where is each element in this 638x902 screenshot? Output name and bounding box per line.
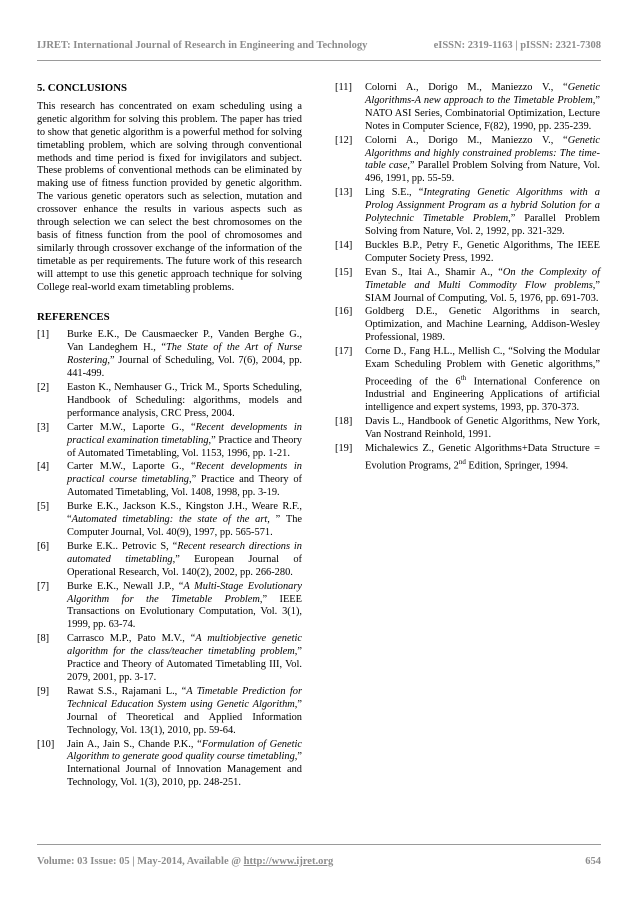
reference-authors: Evan S., Itai A., Shamir A., “ xyxy=(365,266,503,278)
reference-authors: Easton K., Nemhauser G., Trick M., Sports Scheduling, Handbook of Scheduling: algorithms, models and performance analysis, CRC Press, 2004. xyxy=(67,382,302,419)
reference-title: Recent developments in practical course timetabling xyxy=(67,461,303,486)
reference-number: [13] xyxy=(335,187,353,199)
reference-item xyxy=(37,581,302,633)
reference-item xyxy=(37,739,302,791)
reference-text xyxy=(365,267,600,306)
reference-source: ,” IEEE Transactions on Evolutionary Computation, Vol. 3(1), 1999, pp. 63-74. xyxy=(67,593,303,631)
reference-number: [16] xyxy=(335,306,353,318)
reference-text xyxy=(365,187,600,239)
reference-authors: Colorni A., Dorigo M., Maniezzo V., “ xyxy=(365,134,568,146)
reference-item xyxy=(37,541,302,580)
reference-authors: Rawat S.S., Rajamani L., “ xyxy=(67,685,187,697)
reference-number: [11] xyxy=(335,82,352,93)
reference-title: A Multi-Stage Evolutionary Algorithm for the Timetable Problem xyxy=(67,580,302,605)
journal-title: IJRET: International Journal of Research in Engineering and Technology xyxy=(37,40,368,51)
issn-info: eISSN: 2319-1163 | pISSN: 2321-7308 xyxy=(433,40,601,51)
conclusions-text: This research has concentrated on exam scheduling using a genetic algorithm for solving this problem. The paper has tried to show that genetic algorithm is a powerful method for solving timetabling problem, which are solving through conventional methods and time period is fixed for invigilators and subject. These problems of conventional methods can be eliminated by making use of fitness function provided by genetic algorithm. The various genetic operators such as selection, mutation and crossover enhance the results in various aspects such as through selection we can select the best chromosomes on the basis of fitness function from the pool of chromosomes and similarly through crossover exchange of the information of the timetable as per requirements. The future work of this research will attempt to use this genetic approach technique for solving College real-world exam timetabling problems. xyxy=(37,100,302,293)
issue-text: Volume: 03 Issue: 05 | May-2014, Available @ xyxy=(37,856,244,867)
reference-authors: Burke E.K., Newall J.P., “ xyxy=(67,580,184,592)
reference-item xyxy=(37,501,302,540)
reference-title: Recent developments in practical examination timetabling xyxy=(67,421,303,446)
reference-text xyxy=(365,306,600,345)
reference-number: [8] xyxy=(37,633,50,645)
issue-info xyxy=(37,856,333,867)
reference-text xyxy=(67,422,302,461)
reference-number: [15] xyxy=(335,266,353,278)
reference-title: Formulation of Genetic Algorithm to generate good quality course timetabling xyxy=(67,738,302,763)
reference-authors: Carter M.W., Laporte G., “ xyxy=(67,461,196,473)
reference-item xyxy=(37,686,302,738)
reference-number: [9] xyxy=(37,685,50,697)
reference-superscript: nd xyxy=(458,457,466,466)
reference-title: A multiobjective genetic algorithm for the class/teacher timetabling problem xyxy=(67,633,302,658)
reference-number: [10] xyxy=(37,738,55,750)
reference-item xyxy=(37,461,302,500)
reference-number: [5] xyxy=(37,501,50,513)
reference-text xyxy=(365,135,600,187)
reference-number: [12] xyxy=(335,134,353,146)
reference-text xyxy=(67,541,302,580)
reference-authors: Burke E.K., De Causmaecker P., Vanden Berghe G., Van Landeghem H., “ xyxy=(67,329,302,354)
reference-authors: Carter M.W., Laporte G., “ xyxy=(67,421,196,433)
reference-source: ,” Parallel Problem Solving from Nature, Vol. 496, 1991, pp. 55-59. xyxy=(365,160,601,185)
left-column xyxy=(37,82,302,791)
reference-source: ,” International Journal of Innovation Management and Technology, Vol. 1(3), 2010, pp. 248-251. xyxy=(67,751,302,789)
reference-authors: Jain A., Jain S., Chande P.K., “ xyxy=(67,738,202,750)
reference-item xyxy=(37,329,302,381)
reference-item xyxy=(37,422,302,461)
reference-source: ,” Practice and Theory of Automated Timetabling, Vol. 1408, 1998, pp. 3-19. xyxy=(67,474,302,499)
reference-text xyxy=(67,382,302,421)
reference-authors: Buckles B.P., Petry F., Genetic Algorithms, The IEEE Computer Society Press, 1992. xyxy=(365,239,600,264)
reference-source: ,” Parallel Problem Solving from Nature, Vol. 2, 1992, pp. 321-329. xyxy=(365,213,600,237)
reference-title: A Timetable Prediction for Technical Education System using Genetic Algorithm xyxy=(67,685,302,710)
reference-title: The State of the Art of Nurse Rostering xyxy=(67,342,302,367)
reference-number: [17] xyxy=(335,346,353,358)
page-number: 654 xyxy=(585,856,601,867)
reference-authors: Burke E.K., Jackson K.S., Kingston J.H., Weare R.F., “ xyxy=(67,501,302,526)
reference-number: [4] xyxy=(37,461,50,473)
footer-rule xyxy=(37,844,601,845)
reference-number: [6] xyxy=(37,540,50,552)
reference-source: ,” SIAM Journal of Computing, Vol. 5, 1976, pp. 691-703. xyxy=(365,279,600,304)
reference-text xyxy=(365,82,600,134)
reference-item xyxy=(335,416,600,442)
reference-item xyxy=(335,346,600,415)
reference-title: Recent research directions in automated timetabling xyxy=(67,540,302,565)
reference-item xyxy=(37,382,302,421)
reference-item xyxy=(37,633,302,685)
reference-text xyxy=(67,686,302,738)
reference-number: [1] xyxy=(37,329,50,341)
reference-source: ,” Practice and Theory of Automated Timetabling, Vol. 1153, 1996, pp. 1-21. xyxy=(67,434,302,459)
reference-source: International Conference on Industrial and Engineering Applications of artificial intelligence and expert systems, 1993, pp. 370-373. xyxy=(365,376,600,414)
reference-text xyxy=(365,240,600,266)
reference-title: Genetic Algorithms and highly constrained problems: The time-table case xyxy=(365,134,600,172)
reference-authors: Goldberg D.E., Genetic Algorithms in search, Optimization, and Machine Learning, Addison-Wesley Professional, 1989. xyxy=(365,306,600,344)
conclusions-heading: 5. CONCLUSIONS xyxy=(37,82,127,94)
reference-authors: Ling S.E., “ xyxy=(365,187,424,199)
reference-item xyxy=(335,240,600,266)
reference-item xyxy=(335,443,600,473)
reference-text xyxy=(67,581,302,633)
reference-authors: Corne D., Fang H.L., Mellish C., “Solving the Modular Exam Scheduling Problem with Genetic algorithms,” Proceeding of the 6 xyxy=(365,346,600,388)
reference-text xyxy=(365,346,600,415)
reference-authors: Burke E.K.. Petrovic S, “ xyxy=(67,540,178,552)
reference-number: [2] xyxy=(37,382,50,394)
references-heading: REFERENCES xyxy=(37,310,110,323)
journal-url-link[interactable]: http://www.ijret.org xyxy=(243,856,334,867)
reference-item xyxy=(335,187,600,239)
reference-number: [19] xyxy=(335,442,353,454)
reference-number: [7] xyxy=(37,580,50,592)
reference-source: ,” European Journal of Operational Research, Vol. 140(2), 2002, pp. 266-280. xyxy=(67,553,303,578)
reference-item xyxy=(335,135,600,187)
reference-source: ,” Practice and Theory of Automated Timetabling III, Vol. 2079, 2001, pp. 3-17. xyxy=(67,646,302,683)
reference-authors: Michalewics Z., Genetic Algorithms+Data Structure = Evolution Programs, 2 xyxy=(365,442,600,472)
reference-item xyxy=(335,306,600,345)
reference-number: [18] xyxy=(335,416,353,428)
reference-authors: Colorni A., Dorigo M., Maniezzo V., “ xyxy=(365,82,568,93)
header-rule xyxy=(37,60,601,61)
reference-number: [3] xyxy=(37,421,50,433)
references-list-left xyxy=(37,329,302,790)
reference-text xyxy=(67,461,302,500)
reference-title: Genetic Algorithms-A new approach to the Timetable Problem xyxy=(365,82,600,106)
reference-text xyxy=(67,633,302,685)
reference-text xyxy=(365,443,600,473)
reference-superscript: th xyxy=(460,373,467,382)
references-list-right xyxy=(335,82,600,473)
reference-source: ,” Journal of Theoretical and Applied Information Technology, Vol. 13(1), 2010, pp. 59-64. xyxy=(67,698,302,736)
reference-source: , ” The Computer Journal, Vol. 40(9), 1997, pp. 565-571. xyxy=(67,514,302,538)
reference-text xyxy=(67,329,302,381)
reference-text xyxy=(67,739,302,791)
reference-source: Edition, Springer, 1994. xyxy=(465,460,569,472)
reference-source: ,” Journal of Scheduling, Vol. 7(6), 2004, pp. 441-499. xyxy=(67,355,302,380)
reference-number: [14] xyxy=(335,239,353,251)
reference-item xyxy=(335,267,600,306)
reference-item xyxy=(335,82,600,134)
reference-authors: Davis L., Handbook of Genetic Algorithms, New York, Van Nostrand Reinhold, 1991. xyxy=(365,416,600,441)
right-column xyxy=(335,82,600,474)
reference-text xyxy=(67,501,302,540)
reference-text xyxy=(365,416,600,442)
reference-title: On the Complexity of Timetable and Multi Commodity Flow problems xyxy=(365,266,600,291)
reference-title: Automated timetabling: the state of the art xyxy=(71,514,268,526)
reference-title: Integrating Genetic Algorithms with a Prolog Assignment Program as a hybrid Solution for a Polytechnic Timetable Problem xyxy=(365,187,600,225)
reference-source: ,” NATO ASI Series, Combinatorial Optimization, Lecture Notes in Computer Science, F(82), 1990, pp. 235-239. xyxy=(365,94,600,132)
reference-authors: Carrasco M.P., Pato M.V., “ xyxy=(67,633,196,645)
